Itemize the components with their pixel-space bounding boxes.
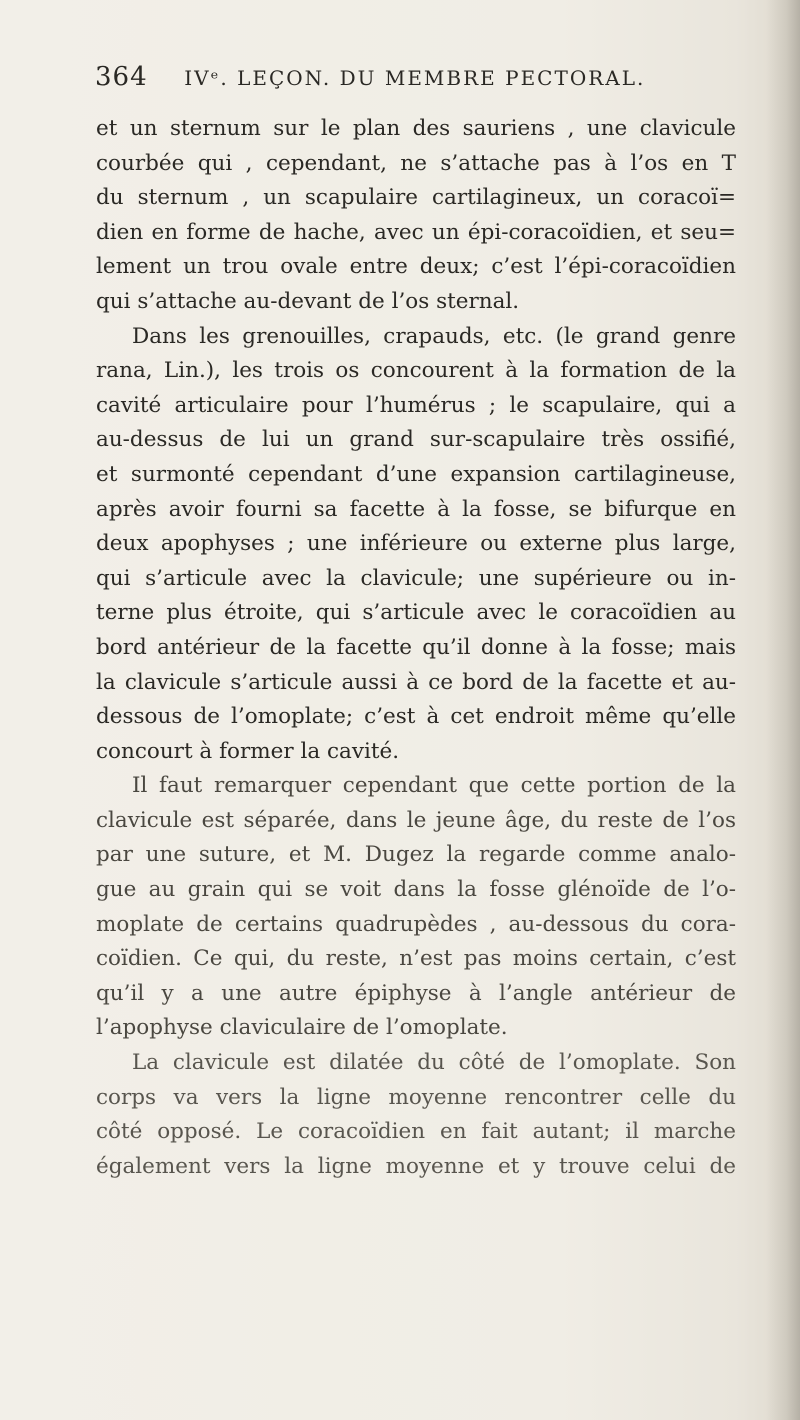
text-line: côté opposé. Le coracoïdien en fait autant; il marche [96, 1119, 736, 1145]
page-edge-shadow [766, 0, 800, 1420]
text-line: bord antérieur de la facette qu’il donne à la fosse; mais [96, 634, 736, 660]
text-line: concourt à former la cavité. [96, 738, 400, 764]
body-text [96, 112, 736, 1184]
text-line: courbée qui , cependant, ne s’attache pas à l’os en T [96, 150, 736, 176]
text-line: cavité articulaire pour l’humérus ; le scapulaire, qui a [96, 392, 736, 418]
text-line: qui s’attache au-devant de l’os sternal. [96, 288, 520, 314]
text-line: et un sternum sur le plan des sauriens , une clavicule [96, 116, 736, 141]
text-line: deux apophyses ; une inférieure ou externe plus large, [96, 531, 736, 557]
text-line: clavicule est séparée, dans le jeune âge, du reste de l’os [96, 807, 736, 833]
text-line: gue au grain qui se voit dans la fosse glénoïde de l’o- [96, 877, 736, 903]
text-line: par une suture, et M. Dugez la regarde comme analo- [96, 842, 736, 868]
text-line: au-dessus de lui un grand sur-scapulaire très ossifié, [96, 427, 736, 453]
text-line: dessous de l’omoplate; c’est à cet endroit même qu’elle [96, 704, 736, 730]
text-line: La clavicule est dilatée du côté de l’omoplate. Son [132, 1050, 736, 1076]
text-line: moplate de certains quadrupèdes , au-dessous du cora- [96, 911, 736, 937]
text-line: rana, Lin.), les trois os concourent à la formation de la [96, 358, 736, 384]
text-line: corps va vers la ligne moyenne rencontrer celle du [96, 1084, 736, 1110]
text-line: terne plus étroite, qui s’articule avec le coracoïdien au [96, 600, 736, 626]
text-line: lement un trou ovale entre deux; c’est l’épi-coracoïdien [96, 254, 736, 280]
page-number: 364 [95, 62, 148, 92]
text-line: l’apophyse claviculaire de l’omoplate. [96, 1015, 508, 1041]
text-line: du sternum , un scapulaire cartilagineux, un coracoï= [96, 185, 736, 211]
text-line: et surmonté cependant d’une expansion cartilagineuse, [96, 461, 736, 487]
text-line: Il faut remarquer cependant que cette portion de la [132, 773, 736, 799]
text-line: également vers la ligne moyenne et y trouve celui de [96, 1153, 736, 1179]
text-line: Dans les grenouilles, crapauds, etc. (le grand genre [132, 323, 736, 349]
text-line: dien en forme de hache, avec un épi-coracoïdien, et seu= [96, 219, 736, 245]
running-head [95, 62, 735, 92]
text-line: après avoir fourni sa facette à la fosse, se bifurque en [96, 496, 736, 522]
text-line: coïdien. Ce qui, du reste, n’est pas moins certain, c’est [96, 946, 736, 972]
text-line: qui s’articule avec la clavicule; une supérieure ou in- [96, 565, 736, 591]
text-line: qu’il y a une autre épiphyse à l’angle antérieur de [96, 980, 736, 1006]
text-line: la clavicule s’articule aussi à ce bord de la facette et au- [96, 669, 736, 695]
running-title: IVᵉ. LEÇON. DU MEMBRE PECTORAL. [184, 66, 646, 90]
